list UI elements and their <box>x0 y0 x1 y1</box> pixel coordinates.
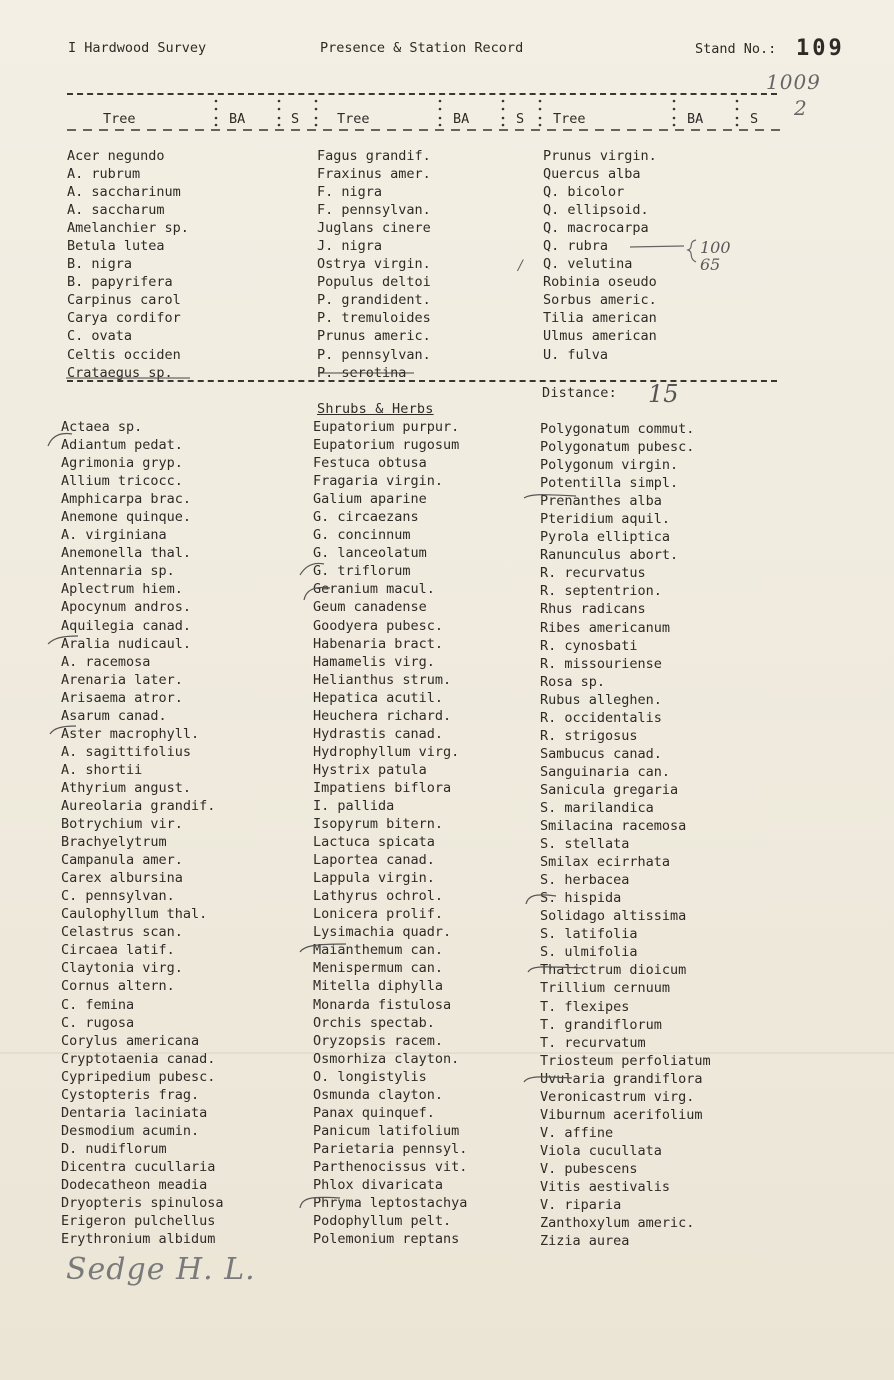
herb-species-1-5: Anemone quinque. <box>61 509 192 526</box>
herb-species-1-11: Aquilegia canad. <box>61 617 192 634</box>
herb-species-1-2: Agrimonia gryp. <box>61 455 183 472</box>
herb-species-1-20: Athyrium angust. <box>61 779 192 796</box>
col-header-ba-2: BA <box>453 111 470 127</box>
herb-species-1-3: Allium tricocc. <box>61 473 183 490</box>
tree-species-1-5: Betula lutea <box>67 238 165 255</box>
herb-species-1-8: Antennaria sp. <box>61 563 175 580</box>
herb-species-1-22: Botrychium vir. <box>61 816 183 833</box>
tree-species-3-7: Robinia oseudo <box>543 274 657 291</box>
tree-species-3-8: Sorbus americ. <box>543 292 657 309</box>
tree-species-2-2: F. nigra <box>317 184 383 201</box>
herb-species-2-8: G. triflorum <box>313 563 411 580</box>
tree-species-3-9: Tilia american <box>543 310 657 327</box>
herb-species-3-23: S. stellata <box>540 836 630 853</box>
herb-species-1-4: Amphicarpa brac. <box>61 491 192 508</box>
herb-species-2-37: Osmunda clayton. <box>313 1086 444 1103</box>
tree-species-1-7: B. papyrifera <box>67 274 173 291</box>
velutina-tick: / <box>518 258 523 274</box>
herb-species-3-27: Solidago altissima <box>540 908 687 925</box>
herb-species-2-14: Helianthus strum. <box>313 671 452 688</box>
herb-species-3-7: Ranunculus abort. <box>540 547 679 564</box>
herb-species-2-2: Festuca obtusa <box>313 455 427 472</box>
herb-species-3-44: Zanthoxylum americ. <box>540 1215 695 1232</box>
tree-species-2-8: P. grandident. <box>317 292 431 309</box>
herb-species-3-10: Rhus radicans <box>540 601 646 618</box>
herb-species-1-19: A. shortii <box>61 761 143 778</box>
herb-species-3-20: Sanicula gregaria <box>540 781 679 798</box>
herb-species-1-26: C. pennsylvan. <box>61 888 175 905</box>
herb-species-1-21: Aureolaria grandif. <box>61 797 216 814</box>
herb-species-3-32: T. flexipes <box>540 998 630 1015</box>
herb-species-2-12: Habenaria bract. <box>313 635 444 652</box>
col-header-s-1: S <box>291 111 300 127</box>
herb-species-3-4: Prenanthes alba <box>540 493 662 510</box>
herb-species-3-28: S. latifolia <box>540 926 638 943</box>
col-header-ba-3: BA <box>687 111 704 127</box>
herb-species-2-21: I. pallida <box>313 797 395 814</box>
herb-species-1-41: Dicentra cucullaria <box>61 1158 216 1175</box>
tree-species-3-11: U. fulva <box>543 346 609 363</box>
tree-species-1-8: Carpinus carol <box>67 292 181 309</box>
herb-species-3-13: R. missouriense <box>540 655 662 672</box>
herb-species-3-36: Uvularia grandiflora <box>540 1070 703 1087</box>
tree-species-1-0: Acer negundo <box>67 148 165 164</box>
herb-species-3-33: T. grandiflorum <box>540 1016 662 1033</box>
tree-species-1-6: B. nigra <box>67 256 133 273</box>
herb-species-2-6: G. concinnum <box>313 527 411 544</box>
check-aralia <box>48 636 78 644</box>
tree-species-1-3: A. saccharum <box>67 202 165 219</box>
herb-species-2-44: Podophyllum pelt. <box>313 1213 452 1230</box>
herb-species-1-14: Arenaria later. <box>61 671 183 688</box>
herb-species-3-38: Viburnum acerifolium <box>540 1106 703 1123</box>
herb-species-3-11: Ribes americanum <box>540 619 671 636</box>
herb-species-1-36: Cypripedium pubesc. <box>61 1068 216 1085</box>
herb-species-1-13: A. racemosa <box>61 653 151 670</box>
handwritten-top-number: 1009 <box>766 70 821 94</box>
tree-species-2-10: Prunus americ. <box>317 328 431 345</box>
tree-species-2-6: Ostrya virgin. <box>317 256 431 273</box>
herb-species-1-23: Brachyelytrum <box>61 834 167 851</box>
herb-species-3-21: S. marilandica <box>540 799 654 816</box>
herb-species-2-28: Lysimachia quadr. <box>313 924 452 941</box>
herb-species-3-40: Viola cucullata <box>540 1142 662 1159</box>
distance-label: Distance: <box>542 385 617 401</box>
herb-species-2-30: Menispermum can. <box>313 960 444 977</box>
check-maianthemum <box>300 944 346 952</box>
herb-species-3-14: Rosa sp. <box>540 673 606 690</box>
herb-species-1-27: Caulophyllum thal. <box>61 906 208 923</box>
herb-species-1-9: Aplectrum hiem. <box>61 581 183 598</box>
herb-species-1-7: Anemonella thal. <box>61 545 192 562</box>
tree-species-2-11: P. pennsylvan. <box>317 346 431 363</box>
herb-species-3-39: V. affine <box>540 1124 614 1141</box>
tree-species-3-5: Q. rubra <box>543 238 609 255</box>
tree-species-2-0: Fagus grandif. <box>317 148 431 164</box>
herb-species-1-33: C. rugosa <box>61 1014 135 1031</box>
herb-species-1-32: C. femina <box>61 996 135 1013</box>
herb-species-2-41: Parthenocissus vit. <box>313 1158 468 1175</box>
herb-species-1-35: Cryptotaenia canad. <box>61 1050 216 1067</box>
herb-species-1-12: Aralia nudicaul. <box>61 635 192 652</box>
herb-species-1-6: A. virginiana <box>61 527 167 544</box>
tree-species-1-12: Crataegus sp. <box>67 364 173 381</box>
check-geranium <box>304 588 330 601</box>
herb-species-1-28: Celastrus scan. <box>61 924 183 941</box>
herb-species-1-15: Arisaema atror. <box>61 689 183 706</box>
herb-species-2-35: Osmorhiza clayton. <box>313 1050 460 1067</box>
herb-species-1-1: Adiantum pedat. <box>61 437 183 454</box>
herb-species-1-39: Desmodium acumin. <box>61 1122 200 1139</box>
herb-species-1-29: Circaea latif. <box>61 942 175 959</box>
herb-species-1-38: Dentaria laciniata <box>61 1104 208 1121</box>
herb-species-3-26: S. hispida <box>540 890 622 907</box>
herb-species-2-38: Panax quinquef. <box>313 1104 435 1121</box>
herb-species-3-24: Smilax ecirrhata <box>540 854 671 871</box>
stand-number: 109 <box>796 36 845 61</box>
distance-value: 15 <box>648 380 679 408</box>
handwritten-top-sub: 2 <box>794 96 807 120</box>
tree-species-3-10: Ulmus american <box>543 328 657 345</box>
herb-species-2-15: Hepatica acutil. <box>313 689 444 706</box>
col-header-tree-1: Tree <box>103 111 136 127</box>
herb-species-2-0: Eupatorium purpur. <box>313 419 460 435</box>
tree-species-1-4: Amelanchier sp. <box>67 220 189 237</box>
herb-species-2-31: Mitella diphylla <box>313 978 444 995</box>
herb-species-3-43: V. riparia <box>540 1197 622 1214</box>
survey-title: I Hardwood Survey <box>68 40 207 56</box>
herb-species-2-29: Maianthemum can. <box>313 942 444 959</box>
herb-species-1-16: Asarum canad. <box>61 707 167 724</box>
herb-species-3-0: Polygonatum commut. <box>540 421 695 437</box>
herb-species-3-41: V. pubescens <box>540 1160 638 1177</box>
check-prenanthes <box>524 495 576 498</box>
herb-species-3-12: R. cynosbati <box>540 637 638 654</box>
herb-species-2-24: Laportea canad. <box>313 852 435 869</box>
check-phryma <box>300 1197 340 1208</box>
herb-species-1-34: Corylus americana <box>61 1032 200 1049</box>
col-header-tree-2: Tree <box>337 111 370 127</box>
herb-species-3-31: Trillium cernuum <box>540 980 671 997</box>
herb-species-3-3: Potentilla simpl. <box>540 475 679 492</box>
herb-species-3-18: Sambucus canad. <box>540 745 662 762</box>
herb-species-2-1: Eupatorium rugosum <box>313 437 460 454</box>
herb-species-2-7: G. lanceolatum <box>313 545 427 562</box>
herb-species-3-16: R. occidentalis <box>540 709 662 726</box>
herb-species-2-18: Hydrophyllum virg. <box>313 743 460 760</box>
tree-species-2-3: F. pennsylvan. <box>317 202 431 219</box>
herb-species-3-29: S. ulmifolia <box>540 944 638 961</box>
herb-species-2-16: Heuchera richard. <box>313 707 452 724</box>
herb-species-2-42: Phlox divaricata <box>313 1176 444 1193</box>
check-thalictrum <box>528 967 582 972</box>
col-header-s-2: S <box>516 111 525 127</box>
check-adiantum <box>48 434 72 447</box>
herb-species-2-9: Geranium macul. <box>313 581 435 598</box>
herb-species-3-25: S. herbacea <box>540 872 630 889</box>
tree-species-1-1: A. rubrum <box>67 166 141 183</box>
herb-species-2-45: Polemonium reptans <box>313 1231 460 1248</box>
herb-species-1-18: A. sagittifolius <box>61 743 192 760</box>
herb-species-3-42: Vitis aestivalis <box>540 1178 671 1195</box>
check-aster <box>50 726 76 734</box>
col-header-s-3: S <box>750 111 759 127</box>
herb-species-1-44: Erigeron pulchellus <box>61 1213 216 1230</box>
herb-species-1-17: Aster macrophyll. <box>61 725 200 742</box>
tree-species-2-7: Populus deltoi <box>317 274 431 291</box>
herb-species-2-27: Lonicera prolif. <box>313 906 444 923</box>
herb-species-2-13: Hamamelis virg. <box>313 653 435 670</box>
tree-species-1-11: Celtis occiden <box>67 346 181 363</box>
herb-species-3-37: Veronicastrum virg. <box>540 1088 695 1105</box>
herb-species-1-43: Dryopteris spinulosa <box>61 1195 224 1212</box>
herb-species-3-35: Triosteum perfoliatum <box>540 1052 711 1069</box>
col-header-ba-1: BA <box>229 111 246 127</box>
tree-species-2-4: Juglans cinere <box>317 220 431 237</box>
tree-species-1-10: C. ovata <box>67 328 133 345</box>
herb-species-2-43: Phryma leptostachya <box>313 1195 468 1212</box>
herb-species-2-20: Impatiens biflora <box>313 779 452 796</box>
herb-species-2-25: Lappula virgin. <box>313 870 435 887</box>
stand-label: Stand No.: <box>695 41 777 57</box>
herb-species-2-33: Orchis spectab. <box>313 1014 435 1031</box>
handwritten-signature: Sedge H. L. <box>66 1252 256 1287</box>
tree-species-3-0: Prunus virgin. <box>543 148 657 164</box>
herb-species-1-40: D. nudiflorum <box>61 1140 167 1157</box>
tree-species-3-6: Q. velutina <box>543 256 633 273</box>
herb-species-2-36: O. longistylis <box>313 1068 427 1085</box>
herb-species-1-25: Carex albursina <box>61 870 183 887</box>
check-g-triflorum <box>300 563 324 575</box>
herb-species-3-19: Sanguinaria can. <box>540 763 671 780</box>
col-header-tree-3: Tree <box>553 111 586 127</box>
tree-species-3-4: Q. macrocarpa <box>543 220 649 237</box>
herb-species-3-15: Rubus alleghen. <box>540 691 662 708</box>
herb-species-3-17: R. strigosus <box>540 727 638 744</box>
rubra-note-a: 100 <box>700 238 731 257</box>
herb-species-3-1: Polygonatum pubesc. <box>540 439 695 456</box>
shrubs-herbs-title: Shrubs & Herbs <box>317 401 434 417</box>
herb-species-3-9: R. septentrion. <box>540 583 662 600</box>
tree-species-2-1: Fraxinus amer. <box>317 166 431 183</box>
herb-species-2-4: Galium aparine <box>313 491 427 508</box>
herb-species-3-6: Pyrola elliptica <box>540 529 671 546</box>
herb-species-1-42: Dodecatheon meadia <box>61 1176 208 1193</box>
herb-species-1-10: Apocynum andros. <box>61 599 192 616</box>
tree-species-3-2: Q. bicolor <box>543 184 625 201</box>
tree-species-3-1: Quercus alba <box>543 166 641 183</box>
herb-species-3-2: Polygonum virgin. <box>540 457 679 474</box>
herb-species-2-5: G. circaezans <box>313 509 419 526</box>
rubra-note-b: 65 <box>700 255 721 274</box>
tree-species-2-5: J. nigra <box>317 238 383 255</box>
check-uvularia <box>524 1077 572 1082</box>
herb-species-1-0: Actaea sp. <box>61 419 143 435</box>
tree-species-3-3: Q. ellipsoid. <box>543 202 649 219</box>
herb-species-2-23: Lactuca spicata <box>313 834 435 851</box>
herb-species-3-45: Zizia aurea <box>540 1233 630 1250</box>
herb-species-1-30: Claytonia virg. <box>61 960 183 977</box>
herb-species-3-8: R. recurvatus <box>540 565 646 582</box>
herb-species-1-24: Campanula amer. <box>61 852 183 869</box>
tree-species-2-9: P. tremuloides <box>317 310 431 327</box>
tree-species-2-12: P. serotina <box>317 364 407 381</box>
herb-species-2-34: Oryzopsis racem. <box>313 1032 444 1049</box>
herb-species-2-11: Goodyera pubesc. <box>313 617 444 634</box>
herb-species-2-32: Monarda fistulosa <box>313 996 452 1013</box>
herb-species-2-22: Isopyrum bitern. <box>313 816 444 833</box>
check-s-hispida <box>526 895 556 904</box>
herb-species-2-39: Panicum latifolium <box>313 1122 460 1139</box>
tree-species-1-2: A. saccharinum <box>67 184 181 201</box>
herb-species-1-31: Cornus altern. <box>61 978 175 995</box>
herb-species-2-10: Geum canadense <box>313 599 427 616</box>
tree-species-1-9: Carya cordifor <box>67 310 181 327</box>
herb-species-3-34: T. recurvatum <box>540 1034 646 1051</box>
herb-species-2-26: Lathyrus ochrol. <box>313 888 444 905</box>
herb-species-2-19: Hystrix patula <box>313 761 427 778</box>
herb-species-3-5: Pteridium aquil. <box>540 511 671 528</box>
herb-species-2-40: Parietaria pennsyl. <box>313 1140 468 1157</box>
herb-species-2-3: Fragaria virgin. <box>313 473 444 490</box>
herb-species-1-45: Erythronium albidum <box>61 1231 216 1248</box>
herb-species-2-17: Hydrastis canad. <box>313 725 444 742</box>
herb-species-3-30: Thalictrum dioicum <box>540 962 687 979</box>
herb-species-3-22: Smilacina racemosa <box>540 818 687 835</box>
record-title: Presence & Station Record <box>320 40 524 56</box>
herb-species-1-37: Cystopteris frag. <box>61 1086 200 1103</box>
